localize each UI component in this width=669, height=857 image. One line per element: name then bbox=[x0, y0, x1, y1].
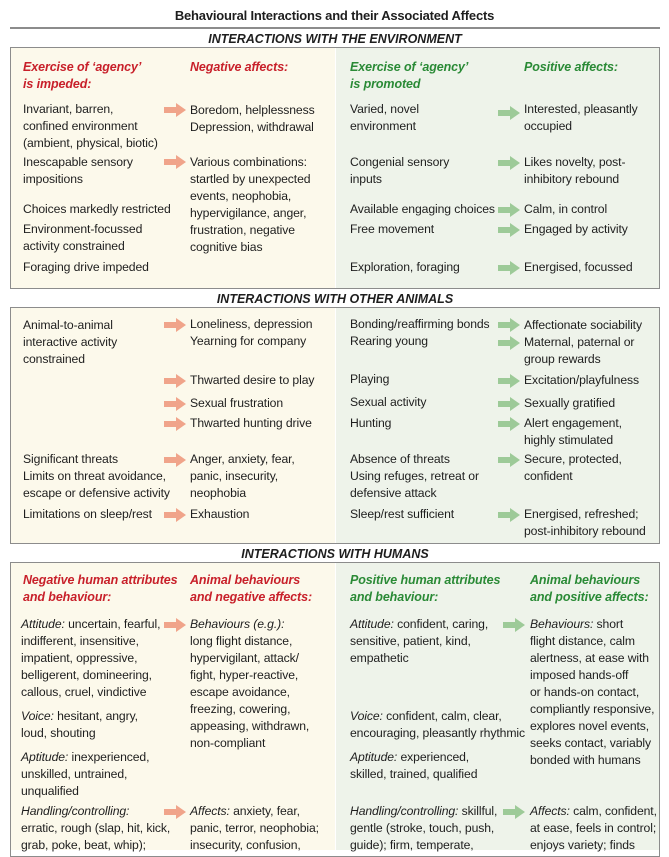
humans-col-head-neg-affects: Animal behaviours and negative affects: bbox=[190, 573, 313, 604]
animals-cell: Anger, anxiety, fear, panic, insecurity, neophobia bbox=[190, 452, 295, 500]
neg-affects bbox=[190, 803, 319, 854]
neg-arrow-icon bbox=[164, 155, 186, 169]
env-cell: Energised, focussed bbox=[524, 260, 633, 274]
animals-cell: Rearing young bbox=[350, 334, 428, 348]
env-cell: Likes novelty, post- inhibitory rebound bbox=[524, 155, 626, 186]
env-cell: Various combinations: startled by unexpected events, neophobia, hypervigilance, anger, frustration, negative cognitive bias bbox=[190, 155, 311, 254]
neg-arrow-icon bbox=[164, 618, 186, 632]
pos-voice-text: confident, calm, clear, encouraging, pleasantly rhythmic bbox=[350, 709, 525, 740]
pos-behaviours bbox=[530, 616, 654, 769]
neg-arrow-icon bbox=[164, 103, 186, 117]
pos-affects bbox=[530, 803, 657, 854]
env-col-head-positive: Positive affects: bbox=[524, 60, 618, 74]
humans-col-head-neg-attributes: Negative human attributes and behaviour: bbox=[23, 573, 178, 604]
animals-cell: Sleep/rest sufficient bbox=[350, 507, 455, 521]
animals-cell: Loneliness, depression Yearning for company bbox=[190, 317, 313, 348]
neg-voice-label: Voice: bbox=[21, 709, 54, 723]
env-col-head-promoted: Exercise of ‘agency’ is promoted bbox=[350, 60, 469, 91]
animals-cell: Secure, protected, confident bbox=[524, 452, 622, 483]
pos-arrow-icon bbox=[498, 223, 520, 237]
neg-affects-text: anxiety, fear, panic, terror, neophobia; insecurity, confusion, bbox=[190, 804, 319, 852]
env-col-head-negative: Negative affects: bbox=[190, 60, 289, 74]
pos-voice bbox=[350, 708, 525, 742]
neg-attitude bbox=[21, 616, 160, 701]
animals-cell: Animal-to-animal interactive activity constrained bbox=[23, 318, 118, 366]
animals-cell: Energised, refreshed; post-inhibitory rebound bbox=[524, 507, 646, 538]
animals-cell: Maternal, paternal or group rewards bbox=[524, 335, 635, 366]
pos-attitude-label: Attitude: bbox=[350, 617, 394, 631]
pos-behaviours-label: Behaviours: bbox=[530, 617, 594, 631]
pos-arrow-icon bbox=[498, 336, 520, 350]
env-cell: Varied, novel environment bbox=[350, 102, 419, 133]
neg-arrow-icon bbox=[164, 508, 186, 522]
env-cell: Available engaging choices bbox=[350, 202, 495, 216]
pos-aptitude bbox=[350, 749, 477, 783]
pos-arrow-icon bbox=[498, 318, 520, 332]
animals-cell: Alert engagement, highly stimulated bbox=[524, 416, 622, 447]
animals-cell: Absence of threats Using refuges, retreat or defensive attack bbox=[350, 452, 479, 500]
pos-arrow-icon bbox=[503, 805, 525, 819]
pos-aptitude-label: Aptitude: bbox=[350, 750, 398, 764]
animals-cell: Thwarted desire to play bbox=[190, 373, 315, 387]
neg-handling-text: erratic, rough (slap, hit, kick, grab, poke, beat, whip); bbox=[21, 821, 171, 852]
env-heading: INTERACTIONS WITH THE ENVIRONMENT bbox=[10, 28, 660, 48]
env-cell: Choices markedly restricted bbox=[23, 202, 171, 216]
animals-cell: Sexual frustration bbox=[190, 396, 284, 410]
pos-arrow-icon bbox=[498, 508, 520, 522]
neg-attitude-label: Attitude: bbox=[21, 617, 65, 631]
pos-arrow-icon bbox=[498, 106, 520, 120]
animals-cell: Sexually gratified bbox=[524, 396, 616, 410]
neg-handling bbox=[21, 803, 170, 854]
neg-behaviours bbox=[190, 616, 309, 752]
neg-behaviours-text: long flight distance, hypervigilant, attack/ fight, hyper-reactive, escape avoidance, freezing, cowering, appeasing, withdrawn, non-compliant bbox=[190, 634, 310, 750]
pos-arrow-icon bbox=[498, 261, 520, 275]
neg-arrow-icon bbox=[164, 318, 186, 332]
env-cell: Congenial sensory inputs bbox=[350, 155, 450, 186]
animals-cell: Affectionate sociability bbox=[524, 318, 642, 332]
animals-cell: Hunting bbox=[350, 416, 392, 430]
pos-aptitude-text: experienced, skilled, trained, qualified bbox=[350, 750, 478, 781]
neg-attitude-text: uncertain, fearful, indifferent, insensitive, impatient, oppressive, belligerent, domineering, callous, cruel, vindictive bbox=[21, 617, 161, 699]
pos-handling-label: Handling/controlling: bbox=[350, 804, 459, 818]
page-title: Behavioural Interactions and their Associated Affects bbox=[174, 8, 495, 23]
pos-arrow-icon bbox=[498, 417, 520, 431]
pos-attitude bbox=[350, 616, 488, 667]
neg-arrow-icon bbox=[164, 417, 186, 431]
neg-voice bbox=[21, 708, 138, 742]
env-cell: Environment-focussed activity constrained bbox=[23, 222, 143, 253]
neg-aptitude-label: Aptitude: bbox=[21, 750, 69, 764]
env-col-head-impeded: Exercise of ‘agency’ is impeded: bbox=[23, 60, 142, 91]
pos-handling bbox=[350, 803, 497, 854]
neg-arrow-icon bbox=[164, 374, 186, 388]
humans-heading: INTERACTIONS WITH HUMANS bbox=[10, 543, 660, 563]
pos-arrow-icon bbox=[498, 203, 520, 217]
pos-behaviours-text: short flight distance, calm alertness, at ease with imposed hands-off or hands-on contact, compliantly responsive, explores novel events, seeks contact, variably bonded with humans bbox=[530, 617, 655, 767]
neg-arrow-icon bbox=[164, 805, 186, 819]
neg-behaviours-label: Behaviours (e.g.): bbox=[190, 617, 285, 631]
animals-cell: Sexual activity bbox=[350, 395, 427, 409]
env-cell: Free movement bbox=[350, 222, 435, 236]
animals-cell: Thwarted hunting drive bbox=[190, 416, 312, 430]
pos-handling-text: skillful, gentle (stroke, touch, push, guide); firm, temperate, bbox=[350, 804, 498, 852]
pos-arrow-icon bbox=[503, 618, 525, 632]
pos-arrow-icon bbox=[498, 374, 520, 388]
pos-affects-text: calm, confident, at ease, feels in control; enjoys variety; finds bbox=[530, 804, 657, 852]
pos-attitude-text: confident, caring, sensitive, patient, kind, empathetic bbox=[350, 617, 489, 665]
animals-cell: Bonding/reaffirming bonds bbox=[350, 317, 490, 331]
pos-affects-label: Affects: bbox=[530, 804, 570, 818]
env-cell: Boredom, helplessness Depression, withdrawal bbox=[190, 103, 315, 134]
humans-col-head-pos-attributes: Positive human attributes and behaviour: bbox=[350, 573, 501, 604]
neg-arrow-icon bbox=[164, 453, 186, 467]
env-cell: Inescapable sensory impositions bbox=[23, 155, 133, 186]
neg-arrow-icon bbox=[164, 397, 186, 411]
humans-col-head-pos-affects: Animal behaviours and positive affects: bbox=[530, 573, 649, 604]
pos-arrow-icon bbox=[498, 156, 520, 170]
neg-affects-label: Affects: bbox=[190, 804, 230, 818]
animals-cell: Significant threats Limits on threat avoidance, escape or defensive activity bbox=[23, 452, 170, 500]
env-cell: Interested, pleasantly occupied bbox=[524, 102, 638, 133]
neg-aptitude-text: inexperienced, unskilled, untrained, unqualified bbox=[21, 750, 150, 798]
animals-cell: Playing bbox=[350, 372, 390, 386]
animals-cell: Excitation/playfulness bbox=[524, 373, 639, 387]
neg-aptitude bbox=[21, 749, 149, 800]
env-cell: Invariant, barren, confined environment (ambient, physical, biotic) bbox=[23, 102, 158, 150]
animals-heading: INTERACTIONS WITH OTHER ANIMALS bbox=[10, 288, 660, 308]
env-cell: Engaged by activity bbox=[524, 222, 628, 236]
pos-arrow-icon bbox=[498, 453, 520, 467]
animals-cell: Exhaustion bbox=[190, 507, 250, 521]
pos-arrow-icon bbox=[498, 397, 520, 411]
neg-voice-text: hesitant, angry, loud, shouting bbox=[21, 709, 138, 740]
env-cell: Foraging drive impeded bbox=[23, 260, 149, 274]
env-cell: Calm, in control bbox=[524, 202, 608, 216]
env-cell: Exploration, foraging bbox=[350, 260, 460, 274]
neg-handling-label: Handling/controlling: bbox=[21, 804, 130, 818]
pos-voice-label: Voice: bbox=[350, 709, 383, 723]
animals-cell: Limitations on sleep/rest bbox=[23, 507, 152, 521]
